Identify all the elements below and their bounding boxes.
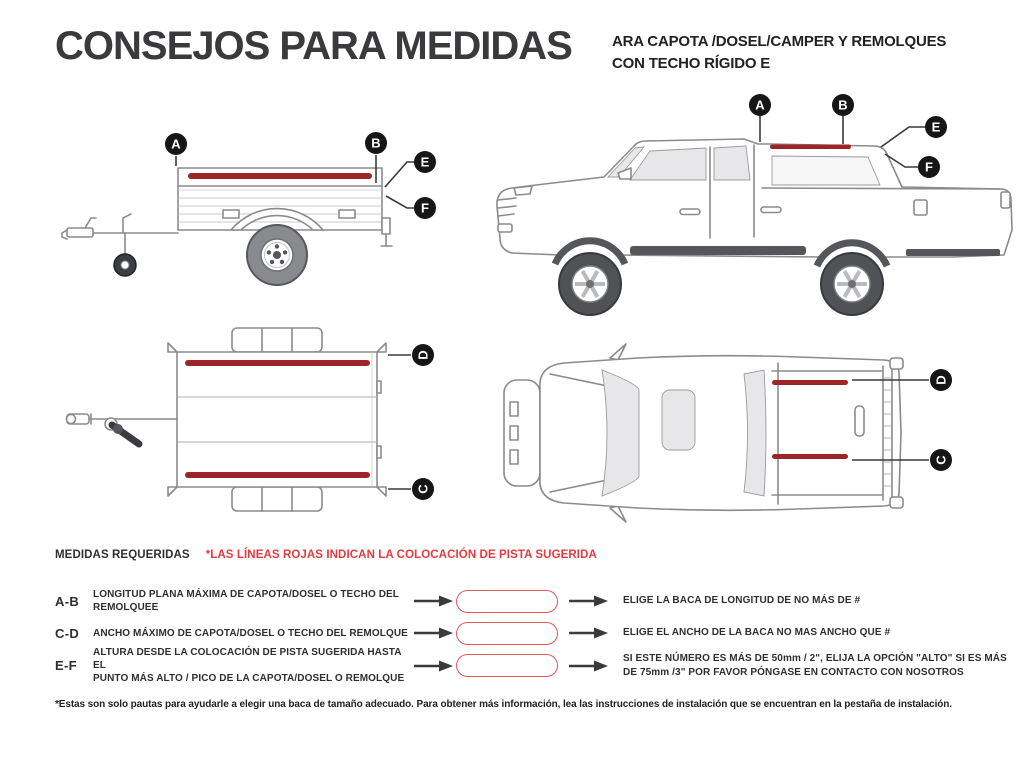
label-badge-a bbox=[749, 94, 771, 116]
measure-description-ab: LONGITUD PLANA MÁXIMA DE CAPOTA/DOSEL O TECHO DEL REMOLQUEE bbox=[93, 589, 400, 613]
label-badge-c bbox=[412, 478, 434, 500]
front-wheel bbox=[559, 253, 621, 315]
measure-row-ab bbox=[55, 584, 1008, 618]
svg-text:F: F bbox=[421, 200, 429, 216]
label-badge-d bbox=[412, 344, 434, 366]
svg-text:A: A bbox=[171, 136, 181, 152]
trailer-side-view-diagram bbox=[55, 100, 460, 315]
label-badge-f bbox=[918, 156, 940, 178]
svg-text:C: C bbox=[933, 455, 949, 465]
measure-code-ef: E-F bbox=[55, 658, 77, 673]
measure-code-cd: C-D bbox=[55, 625, 80, 641]
page-title: CONSEJOS PARA MEDIDAS bbox=[55, 24, 572, 68]
page-subtitle: ARA CAPOTA /DOSEL/CAMPER Y REMOLQUES CON TECHO RÍGIDO E bbox=[612, 33, 947, 72]
svg-text:E: E bbox=[931, 119, 941, 135]
truck-top-view-diagram bbox=[488, 330, 1023, 540]
label-badge-a bbox=[165, 133, 187, 155]
measures-section-title: MEDIDAS REQUERIDAS bbox=[55, 549, 190, 561]
measure-description-cd: ANCHO MÁXIMO DE CAPOTA/DOSEL O TECHO DEL REMOLQUE bbox=[93, 627, 408, 639]
svg-text:F: F bbox=[925, 159, 933, 175]
label-badge-e bbox=[414, 151, 436, 173]
measure-code-ab: A-B bbox=[55, 593, 80, 609]
trailer-top-view-diagram bbox=[55, 325, 455, 545]
arrow-right-icon bbox=[559, 627, 617, 639]
arrow-right-icon bbox=[411, 627, 455, 639]
measure-row-ef bbox=[55, 646, 1008, 685]
arrow-right-icon bbox=[559, 660, 617, 672]
svg-text:D: D bbox=[933, 375, 949, 385]
label-badge-b bbox=[832, 94, 854, 116]
label-badge-b bbox=[365, 132, 387, 154]
measures-section-header bbox=[55, 549, 597, 561]
svg-text:B: B bbox=[371, 135, 381, 151]
measure-input-pill-ab[interactable] bbox=[456, 590, 558, 613]
measure-result-cd: ELIGE EL ANCHO DE LA BACA NO MAS ANCHO QUE # bbox=[623, 627, 891, 639]
label-badge-f bbox=[414, 197, 436, 219]
measure-input-pill-ef[interactable] bbox=[456, 654, 558, 677]
arrow-right-icon bbox=[411, 595, 455, 607]
arrow-right-icon bbox=[559, 595, 617, 607]
label-badge-e bbox=[925, 116, 947, 138]
svg-text:E: E bbox=[420, 154, 430, 170]
arrow-right-icon bbox=[411, 660, 455, 672]
measure-input-pill-cd[interactable] bbox=[456, 622, 558, 645]
measure-row-cd bbox=[55, 618, 1008, 648]
rear-wheel bbox=[821, 253, 883, 315]
label-badge-d bbox=[930, 369, 952, 391]
truck-side-view-diagram bbox=[478, 88, 1023, 323]
footer-note: *Estas son solo pautas para ayudarle a elegir una baca de tamaño adecuado. Para obtener más información, lea las instrucciones de instalación que se encuentran en la pestaña de instalación. bbox=[55, 699, 952, 710]
svg-text:C: C bbox=[415, 484, 431, 494]
measure-result-ef: SI ESTE NÚMERO ES MÁS DE 50mm / 2", ELIJA LA OPCIÓN "ALTO" SI ES MÁS DE 75mm /3" POR FAVOR PÓNGASE EN CONTACTO CON NOSOTROS bbox=[623, 653, 1007, 678]
measure-description-ef: ALTURA DESDE LA COLOCACIÓN DE PISTA SUGERIDA HASTA EL PUNTO MÁS ALTO / PICO DE LA CAPOTA/DOSEL O REMOLQUE bbox=[93, 647, 405, 684]
svg-text:D: D bbox=[415, 350, 431, 360]
svg-text:A: A bbox=[755, 97, 765, 113]
measure-result-ab: ELIGE LA BACA DE LONGITUD DE NO MÁS DE # bbox=[623, 595, 861, 607]
svg-text:B: B bbox=[838, 97, 848, 113]
red-lines-note: *LAS LÍNEAS ROJAS INDICAN LA COLOCACIÓN DE PISTA SUGERIDA bbox=[205, 549, 597, 561]
label-badge-c bbox=[930, 449, 952, 471]
